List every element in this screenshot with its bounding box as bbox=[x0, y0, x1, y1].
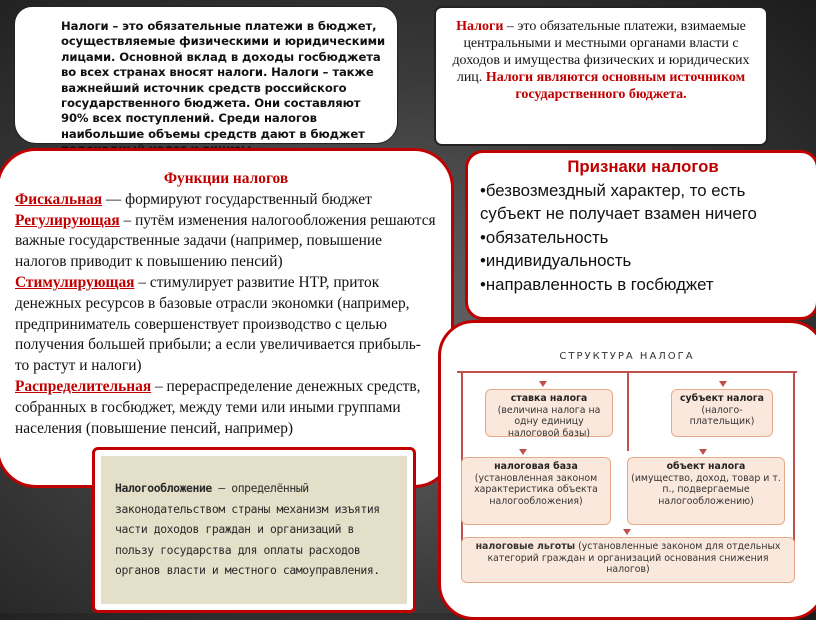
tax-object-box bbox=[627, 457, 785, 525]
tax-functions-card bbox=[0, 148, 454, 488]
tax-definition-text: – это обязательные платежи в бюджет, осуществляемые физическими и юридическими лицами. Основной вклад в доходы госбюджета во всех странах вносят налоги. Налоги – также важнейший источник средств российского государственного бюджета. Они составляют 90% всех поступлений. Среди налогов наибольшие объемы средств дают в бюджет bbox=[61, 19, 386, 141]
box-head: ставка налога bbox=[510, 393, 588, 404]
arrow-icon bbox=[719, 381, 727, 387]
box-text: (налого-плательщик) bbox=[689, 404, 755, 427]
function-name: Распределительная bbox=[15, 377, 152, 395]
tax-rate-box bbox=[485, 389, 613, 437]
structure-title: СТРУКТУРА НАЛОГА bbox=[457, 351, 797, 362]
arrow-icon bbox=[623, 529, 631, 535]
function-item bbox=[15, 377, 437, 439]
box-text: (установленная законом характеристика объекта налогообложения) bbox=[474, 472, 598, 507]
function-text: – путём изменения налогообложения решаются важные государственные задачи (например, повышение налогов приводит к повышению пенсий) bbox=[15, 211, 436, 271]
box-text: (установленные законом для отдельных категорий граждан и организаций основания снижения налогов) bbox=[487, 541, 781, 575]
box-head: налоговая база bbox=[494, 461, 578, 472]
function-item bbox=[15, 211, 437, 273]
signs-title: Признаки налогов bbox=[567, 157, 719, 176]
tax-definition-box bbox=[434, 6, 768, 146]
tax-definition-scan bbox=[14, 6, 398, 144]
function-name: Регулирующая bbox=[15, 211, 120, 229]
tax-definition-text: – это обязательные платежи, взимаемые центральными и местными органами власти с доходов и имущества физических и юридических лиц. bbox=[452, 19, 750, 85]
box-text: (величина налога на одну единицу налоговой базы) bbox=[497, 404, 601, 439]
tax-benefits-box bbox=[461, 537, 795, 583]
arrow-icon bbox=[519, 449, 527, 455]
taxation-text: — определённый законодательством страны механизм изъятия части доходов граждан и организаций в пользу государства для оплаты расходов органов власти и местного самоуправления. bbox=[115, 481, 380, 578]
tax-subject-box bbox=[671, 389, 773, 437]
function-item bbox=[15, 190, 437, 211]
taxation-definition-frame bbox=[92, 447, 416, 613]
box-head: объект налога bbox=[666, 461, 746, 472]
sign-item: •индивидуальность bbox=[480, 251, 632, 270]
sign-item: •безвозмездный характер, то есть субъект не получает взамен ничего bbox=[480, 180, 757, 223]
tax-structure-diagram bbox=[457, 351, 797, 601]
function-text: — формируют государственный бюджет bbox=[102, 190, 372, 208]
taxation-definition-scan bbox=[101, 456, 407, 604]
tax-base-box bbox=[461, 457, 611, 525]
sign-item: •направленность в госбюджет bbox=[480, 274, 714, 294]
tax-signs-card bbox=[465, 150, 816, 320]
taxation-term: Налогообложение bbox=[115, 481, 212, 495]
box-head: налоговые льготы bbox=[475, 541, 576, 552]
arrow-icon bbox=[699, 449, 707, 455]
function-name: Фискальная bbox=[15, 190, 103, 208]
function-name: Стимулирующая bbox=[15, 273, 135, 291]
box-head: субъект налога bbox=[679, 393, 764, 404]
arrow-icon bbox=[539, 381, 547, 387]
sign-item: •обязательность bbox=[480, 227, 609, 247]
tax-structure-card bbox=[438, 320, 816, 620]
tax-term: Налоги bbox=[61, 19, 109, 33]
function-text: – стимулирует развитие НТР, приток денежных ресурсов в базовые отрасли экономки (например, предприниматель совершенствует производство с целью получения большей прибыли; а если увеличивается прибыль- то растут и налоги) bbox=[15, 273, 421, 375]
tax-emphasis: Налоги являются основным источником государственного бюджета. bbox=[485, 70, 746, 102]
functions-title: Функции налогов bbox=[163, 170, 289, 187]
function-text: – перераспределение денежных средств, собранных в госбюджет, между теми или иными группами населения (повышение пенсий, например) bbox=[15, 377, 421, 437]
box-text: (имущество, доход, товар и т. п., подвергаемые налогообложению) bbox=[631, 472, 781, 507]
tax-term: Налоги bbox=[456, 19, 504, 34]
connector-line bbox=[627, 371, 629, 451]
connector-line bbox=[793, 371, 795, 551]
function-item bbox=[15, 273, 437, 377]
